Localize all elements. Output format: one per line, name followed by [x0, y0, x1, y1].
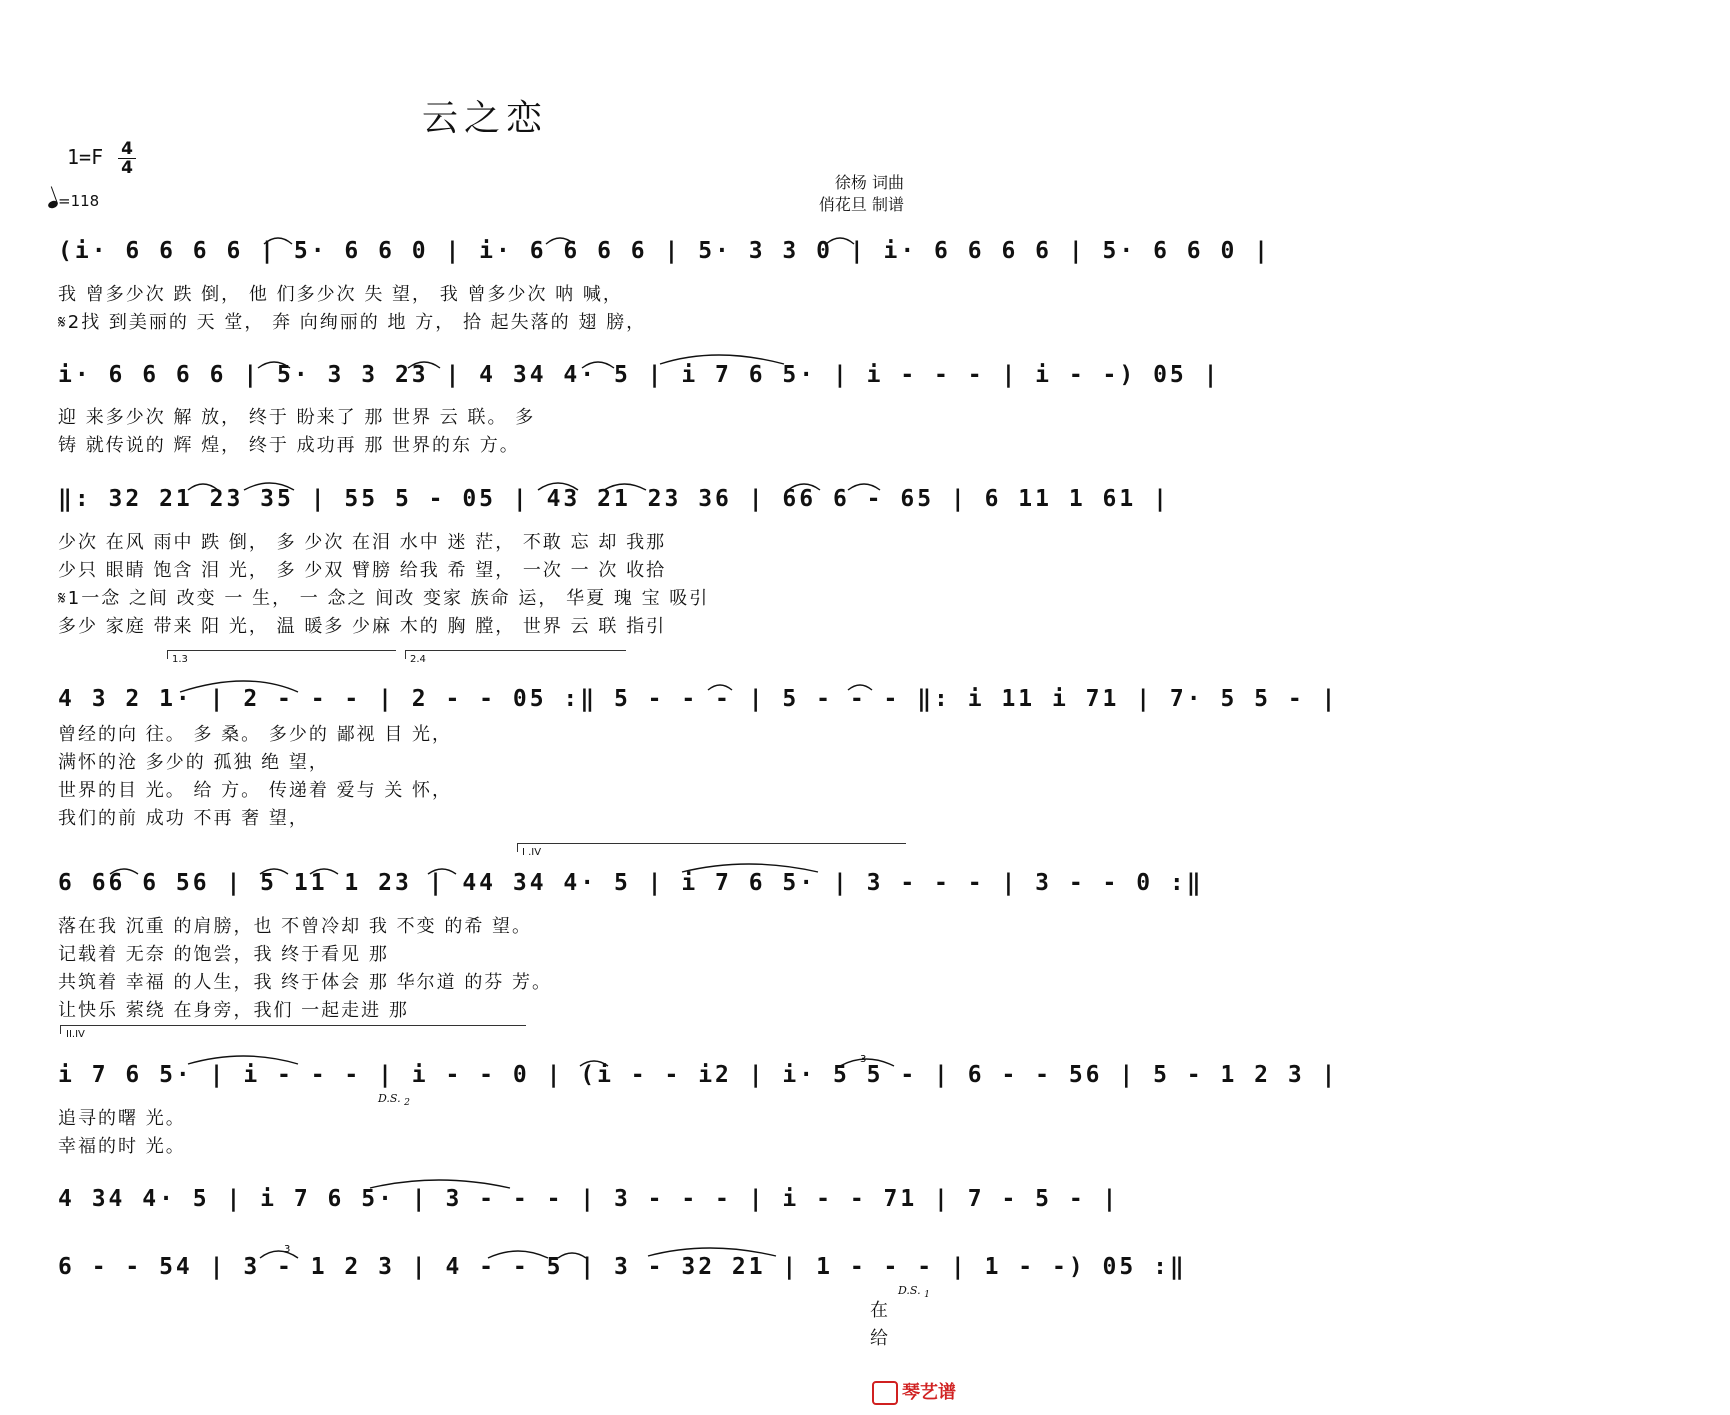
lyric-line-5: 少次 在风 雨中 跌 倒， 多 少次 在泪 水中 迷 茫， 不敢 忘 却 我那: [58, 532, 667, 553]
notes-row-2: i· 6 6 6 6 | 5· 3 3 23 | 4 34 4· 5 | i 7 6 5· | i - - - | i - -) 05 |: [58, 362, 1221, 388]
ds-text-1: D.S.: [898, 1284, 921, 1297]
notation-row-3: [48, 476, 1170, 536]
volta-label-1: 1.3: [172, 654, 188, 665]
lyric-line-4: 铸 就传说的 辉 煌， 终于 成功再 那 世界的东 方。: [58, 435, 520, 456]
score-title: 云之恋: [421, 98, 548, 139]
volta-label-2: 2.4: [410, 654, 426, 665]
lyric-line-15: 共筑着 幸福 的人生，我 终于体会 那 华尔道 的芬 芳。: [58, 972, 553, 993]
svg-text:3: 3: [284, 1244, 291, 1255]
notation-row-8: [48, 1244, 1187, 1304]
svg-text:3: 3: [860, 1054, 867, 1065]
key-signature: 1=F: [67, 145, 104, 169]
transcriber: 俏花旦 制谱: [818, 195, 904, 214]
volta-label-3: I .IV: [522, 847, 542, 858]
lyric-line-12: 我们的前 成功 不再 奢 望，: [58, 808, 309, 829]
lyric-line-17: 追寻的曙 光。: [58, 1108, 186, 1129]
notes-row-4: 4 3 2 1· | 2 - - - | 2 - - 05 :‖ 5 - - - | 5 - - - ‖: i 11 i 71 | 7· 5 5 - |: [58, 686, 1339, 712]
time-bottom: 4: [121, 158, 133, 178]
lyric-line-8: 多少 家庭 带来 阳 光， 温 暖多 少麻 木的 胸 膛， 世界 云 联 指引: [58, 616, 667, 637]
notes-row-1: (i· 6 6 6 6 | 5· 6 6 0 | i· 6 6 6 6 | 5· 3 3 0 | i· 6 6 6 6 | 5· 6 6 0 |: [58, 238, 1271, 264]
lyric-line-1: 我 曾多少次 跌 倒， 他 们多少次 失 望， 我 曾多少次 呐 喊，: [58, 284, 623, 305]
notation-row-5: [48, 860, 1204, 920]
lyric-line-7: 𝄋1一念 之间 改变 一 生， 一 念之 间改 变家 族命 运， 华夏 瑰 宝 吸引: [58, 588, 710, 609]
time-signature: [118, 140, 136, 177]
notation-row-7: [48, 1176, 1120, 1236]
notes-row-5: 6 66 6 56 | 5 11 1 23 | 44 34 4· 5 | i 7 6 5· | 3 - - - | 3 - - 0 :‖: [58, 870, 1204, 896]
volta-label-4: II.IV: [66, 1029, 85, 1040]
ds-number-1: 1: [924, 1289, 930, 1301]
watermark-logo: [872, 1378, 956, 1405]
lyric-line-10: 满怀的沧 多少的 孤独 绝 望，: [58, 752, 329, 773]
watermark-text: 琴艺谱: [902, 1382, 956, 1403]
ds-text-2: D.S.: [378, 1092, 401, 1105]
lyric-line-9: 曾经的向 往。 多 桑。 多少的 鄙视 目 光，: [58, 724, 453, 745]
notation-row-1: [48, 228, 1271, 288]
logo-icon: [872, 1381, 898, 1405]
notes-row-7: 4 34 4· 5 | i 7 6 5· | 3 - - - | 3 - - - | i - - 71 | 7 - 5 - |: [58, 1186, 1120, 1212]
lyric-line-6: 少只 眼睛 饱含 泪 光， 多 少双 臂膀 给我 希 望， 一次 一 次 收拾: [58, 560, 667, 581]
lyric-line-11: 世界的目 光。 给 方。 传递着 爱与 关 怀，: [58, 780, 453, 801]
volta-bracket-3: [517, 843, 906, 852]
lyricist: 徐杨 词曲: [834, 173, 904, 192]
lyric-line-18: 幸福的时 光。: [58, 1136, 186, 1157]
volta-bracket-4: [60, 1025, 526, 1034]
volta-bracket-1: [167, 650, 396, 659]
lyric-line-3: 迎 来多少次 解 放， 终于 盼来了 那 世界 云 联。 多: [58, 407, 536, 428]
notation-row-6: [48, 1052, 1339, 1112]
notes-row-6: i 7 6 5· | i - - - | i - - 0 | (i - - i2 | i· 5 5 - | 6 - - 56 | 5 - 1 2 3 |: [58, 1062, 1339, 1088]
time-top: 4: [121, 139, 133, 159]
tempo-value: =118: [58, 192, 100, 210]
volta-bracket-2: [405, 650, 626, 659]
lyric-line-19: 在: [870, 1300, 890, 1321]
lyric-line-20: 给: [870, 1328, 890, 1349]
notes-row-3: ‖: 32 21 23 35 | 55 5 - 05 | 43 21 23 36 | 66 6 - 65 | 6 11 1 61 |: [58, 486, 1170, 512]
lyric-line-16: 让快乐 萦绕 在身旁，我们 一起走进 那: [58, 1000, 409, 1021]
tempo-marking: [48, 192, 99, 210]
credits: [819, 172, 904, 216]
lyric-line-13: 落在我 沉重 的肩膀，也 不曾冷却 我 不变 的希 望。: [58, 916, 533, 937]
ds-number-2: 2: [404, 1097, 410, 1109]
lyric-line-2: 𝄋2找 到美丽的 天 堂， 奔 向绚丽的 地 方， 拾 起失落的 翅 膀，: [58, 312, 647, 333]
notes-row-8: 6 - - 54 | 3 - 1 2 3 | 4 - - 5 | 3 - 32 21 | 1 - - - | 1 - -) 05 :‖: [58, 1254, 1187, 1280]
lyric-line-14: 记载着 无奈 的饱尝，我 终于看见 那: [58, 944, 389, 965]
